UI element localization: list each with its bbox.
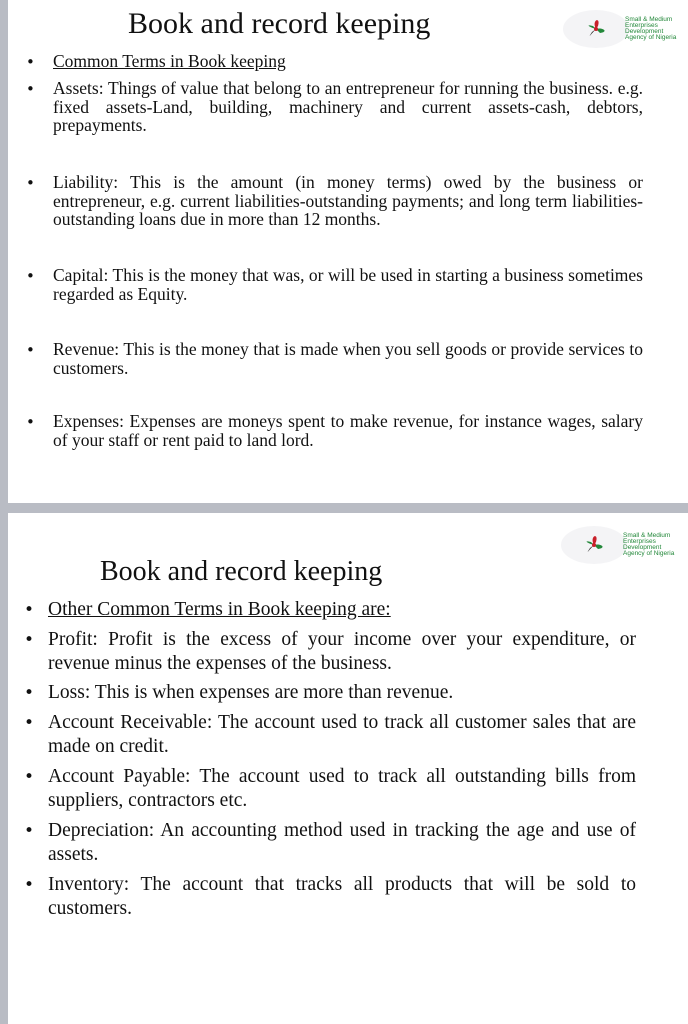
slide-title: Book and record keeping bbox=[100, 556, 383, 587]
list-item-text: Depreciation: An accounting method used in tracking the age and use of assets. bbox=[48, 820, 636, 865]
smedan-logo bbox=[563, 10, 683, 48]
logo-emblem bbox=[563, 10, 629, 48]
list-item-text: Liability: This is the amount (in money terms) owed by the business or entrepreneur, e.g. current liabilities-outstanding payments; and long term liabilities- outstanding loans due in more than 12 months. bbox=[53, 172, 643, 229]
list-item-text: Account Receivable: The account used to track all customer sales that are made on credit. bbox=[48, 712, 636, 757]
bullet-icon: • bbox=[24, 875, 35, 895]
bullet-icon: • bbox=[26, 80, 35, 98]
bullet-icon: • bbox=[24, 713, 35, 733]
list-item-text: Inventory: The account that tracks all products that will be sold to customers. bbox=[48, 874, 636, 919]
bullet-icon: • bbox=[26, 413, 35, 431]
bullet-icon: • bbox=[26, 267, 35, 285]
list-item-text: Expenses: Expenses are moneys spent to make revenue, for instance wages, salary of your staff or rent paid to land lord. bbox=[53, 411, 643, 450]
list-item-text: Other Common Terms in Book keeping are: bbox=[48, 599, 391, 620]
bullet-icon: • bbox=[24, 767, 35, 787]
bullet-icon: • bbox=[24, 600, 35, 620]
bullet-icon: • bbox=[26, 341, 35, 359]
slide-other-common-terms bbox=[8, 513, 688, 1024]
smedan-logo bbox=[561, 526, 681, 564]
flower-icon bbox=[577, 530, 611, 560]
logo-caption: Small & Medium Enterprises Development Agency of Nigeria bbox=[625, 16, 677, 41]
list-item-text: Assets: Things of value that belong to an entrepreneur for running the business. e.g. fixed assets-Land, building, machinery and current assets-cash, debtors, prepayments. bbox=[53, 78, 643, 135]
bullet-icon: • bbox=[26, 53, 35, 71]
slide-title: Book and record keeping bbox=[128, 7, 431, 40]
list-item-text: Loss: This is when expenses are more than revenue. bbox=[48, 682, 454, 703]
bullet-icon: • bbox=[24, 630, 35, 650]
list-item-text: Account Payable: The account used to track all outstanding bills from suppliers, contractors etc. bbox=[48, 766, 636, 811]
flower-icon bbox=[579, 14, 613, 44]
list-item-text: Capital: This is the money that was, or will be used in starting a business sometimes regarded as Equity. bbox=[53, 265, 643, 304]
list-item-text: Common Terms in Book keeping bbox=[53, 51, 286, 71]
list-item-text: Profit: Profit is the excess of your income over your expenditure, or revenue minus the expenses of the business. bbox=[48, 629, 636, 674]
slide-common-terms bbox=[8, 0, 688, 503]
bullet-icon: • bbox=[26, 174, 35, 192]
logo-emblem bbox=[561, 526, 627, 564]
bullet-icon: • bbox=[24, 821, 35, 841]
list-item-text: Revenue: This is the money that is made when you sell goods or provide services to customers. bbox=[53, 339, 643, 378]
logo-caption: Small & Medium Enterprises Development Agency of Nigeria bbox=[623, 532, 675, 557]
bullet-icon: • bbox=[24, 683, 35, 703]
